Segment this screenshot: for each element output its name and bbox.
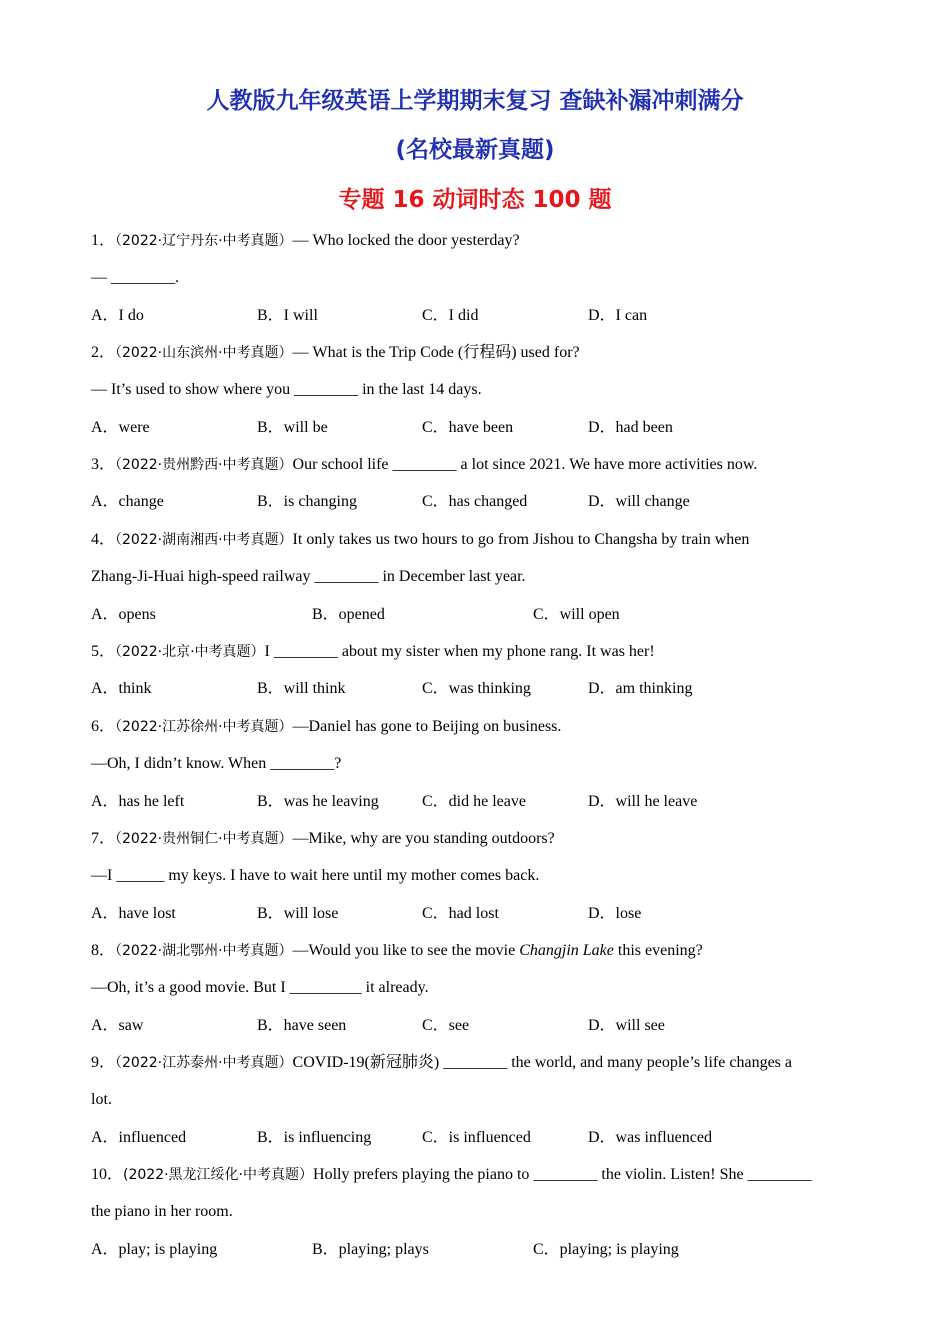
question-answer-line: — It’s used to show where you ________ in the last 14 days. xyxy=(91,381,482,399)
question-text-end: this evening? xyxy=(613,942,703,959)
question-stem xyxy=(91,642,871,679)
option-b[interactable]: B．opened xyxy=(312,605,385,623)
option-a[interactable]: A．think xyxy=(91,680,152,698)
option-b[interactable]: B．is changing xyxy=(257,493,357,511)
question-source: （2022·江苏泰州·中考真题） xyxy=(115,1055,293,1071)
question-stem xyxy=(91,455,871,492)
question-source: （2022·北京·中考真题） xyxy=(115,644,265,660)
option-c[interactable]: C．had lost xyxy=(422,904,499,922)
option-b[interactable]: B．will think xyxy=(257,680,346,698)
question-7 xyxy=(91,829,871,941)
question-stem xyxy=(91,829,871,866)
option-row xyxy=(91,492,871,529)
question-2 xyxy=(91,343,871,455)
option-a[interactable]: A．have lost xyxy=(91,904,176,922)
question-4 xyxy=(91,530,871,642)
movie-title: Changjin Lake xyxy=(519,942,614,959)
option-c[interactable]: C．playing; is playing xyxy=(533,1240,679,1258)
question-stem xyxy=(91,343,871,380)
option-c[interactable]: C．have been xyxy=(422,418,514,436)
question-answer-line: —Oh, I didn’t know. When ________? xyxy=(91,755,342,773)
question-text-continued: the piano in her room. xyxy=(91,1203,233,1221)
option-a[interactable]: A．influenced xyxy=(91,1128,187,1146)
question-text: Our school life ________ a lot since 2021. We have more activities now. xyxy=(292,456,758,473)
question-source: （2022·江苏徐州·中考真题） xyxy=(115,719,293,735)
option-c[interactable]: C．was thinking xyxy=(422,680,531,698)
question-source: (2022·黑龙江绥化·中考真题） xyxy=(123,1167,314,1183)
question-source: （2022·贵州黔西·中考真题） xyxy=(115,457,293,473)
option-c[interactable]: C．is influenced xyxy=(422,1128,531,1146)
question-number: 10． xyxy=(91,1166,124,1183)
option-d[interactable]: D．am thinking xyxy=(588,680,693,698)
question-number: 4． xyxy=(91,531,116,548)
question-source: （2022·山东滨州·中考真题） xyxy=(115,345,293,361)
question-5 xyxy=(91,642,871,717)
option-row xyxy=(91,1128,871,1165)
question-1 xyxy=(91,231,871,343)
question-text: — What is the Trip Code (行程码) used for? xyxy=(292,344,580,361)
option-c[interactable]: C．did he leave xyxy=(422,792,526,810)
option-row xyxy=(91,1240,871,1277)
question-text-continued: lot. xyxy=(91,1091,112,1109)
question-text: —Mike, why are you standing outdoors? xyxy=(292,830,555,847)
question-stem xyxy=(91,941,871,978)
question-source: （2022·湖北鄂州·中考真题） xyxy=(115,943,293,959)
question-stem xyxy=(91,1053,871,1090)
document-title: 人教版九年级英语上学期期末复习 查缺补漏冲刺满分 xyxy=(206,88,744,114)
option-a[interactable]: A．opens xyxy=(91,605,156,623)
option-d[interactable]: D．lose xyxy=(588,904,642,922)
question-text-continued: Zhang-Ji-Huai high-speed railway ________ in December last year. xyxy=(91,568,526,586)
option-b[interactable]: B．playing; plays xyxy=(312,1240,429,1258)
option-row xyxy=(91,605,871,642)
option-b[interactable]: B．I will xyxy=(257,306,318,324)
question-source: （2022·湖南湘西·中考真题） xyxy=(115,532,293,548)
option-b[interactable]: B．was he leaving xyxy=(257,792,379,810)
document-subtitle: (名校最新真题) xyxy=(395,137,555,163)
option-c[interactable]: C．I did xyxy=(422,306,479,324)
question-answer-line: —Oh, it’s a good movie. But I _________ it already. xyxy=(91,979,429,997)
question-9 xyxy=(91,1053,871,1165)
option-a[interactable]: A．has he left xyxy=(91,792,185,810)
question-answer-line: — ________. xyxy=(91,269,179,287)
question-text: It only takes us two hours to go from Jishou to Changsha by train when xyxy=(292,531,750,548)
option-d[interactable]: D．had been xyxy=(588,418,673,436)
option-row xyxy=(91,1016,871,1053)
option-a[interactable]: A．change xyxy=(91,493,164,511)
question-text: —Daniel has gone to Beijing on business. xyxy=(292,718,562,735)
option-a[interactable]: A．were xyxy=(91,418,150,436)
option-row xyxy=(91,679,871,716)
question-stem xyxy=(91,231,871,268)
question-stem xyxy=(91,1165,871,1202)
option-d[interactable]: D．will he leave xyxy=(588,792,698,810)
question-answer-line: —I ______ my keys. I have to wait here until my mother comes back. xyxy=(91,867,540,885)
question-number: 7． xyxy=(91,830,116,847)
question-number: 8． xyxy=(91,942,116,959)
question-number: 3． xyxy=(91,456,116,473)
question-10 xyxy=(91,1165,871,1277)
question-3 xyxy=(91,455,871,530)
option-b[interactable]: B．will lose xyxy=(257,904,339,922)
option-c[interactable]: C．has changed xyxy=(422,493,528,511)
question-number: 1． xyxy=(91,232,116,249)
option-a[interactable]: A．saw xyxy=(91,1016,144,1034)
option-b[interactable]: B．have seen xyxy=(257,1016,347,1034)
option-row xyxy=(91,418,871,455)
question-text: — Who locked the door yesterday? xyxy=(292,232,520,249)
option-a[interactable]: A．play; is playing xyxy=(91,1240,218,1258)
question-6 xyxy=(91,717,871,829)
option-c[interactable]: C．will open xyxy=(533,605,620,623)
question-number: 6． xyxy=(91,718,116,735)
question-text: I ________ about my sister when my phone rang. It was her! xyxy=(264,643,655,660)
question-source: （2022·辽宁丹东·中考真题） xyxy=(115,233,293,249)
option-row xyxy=(91,306,871,343)
question-stem xyxy=(91,717,871,754)
option-c[interactable]: C．see xyxy=(422,1016,470,1034)
option-row xyxy=(91,792,871,829)
option-d[interactable]: D．will change xyxy=(588,493,690,511)
question-stem xyxy=(91,530,871,567)
option-row xyxy=(91,904,871,941)
question-number: 9． xyxy=(91,1054,116,1071)
option-d[interactable]: D．was influenced xyxy=(588,1128,712,1146)
option-a[interactable]: A．I do xyxy=(91,306,144,324)
option-d[interactable]: D．I can xyxy=(588,306,648,324)
option-b[interactable]: B．is influencing xyxy=(257,1128,372,1146)
question-number: 5． xyxy=(91,643,116,660)
question-source: （2022·贵州铜仁·中考真题） xyxy=(115,831,293,847)
question-text: COVID-19(新冠肺炎) ________ the world, and many people’s life changes a xyxy=(292,1054,792,1071)
question-text: —Would you like to see the movie xyxy=(292,942,520,959)
option-b[interactable]: B．will be xyxy=(257,418,328,436)
question-8 xyxy=(91,941,871,1053)
option-d[interactable]: D．will see xyxy=(588,1016,665,1034)
topic-title: 专题 16 动词时态 100 题 xyxy=(338,187,612,213)
question-number: 2． xyxy=(91,344,116,361)
question-text: Holly prefers playing the piano to ________ the violin. Listen! She ________ xyxy=(313,1166,812,1183)
